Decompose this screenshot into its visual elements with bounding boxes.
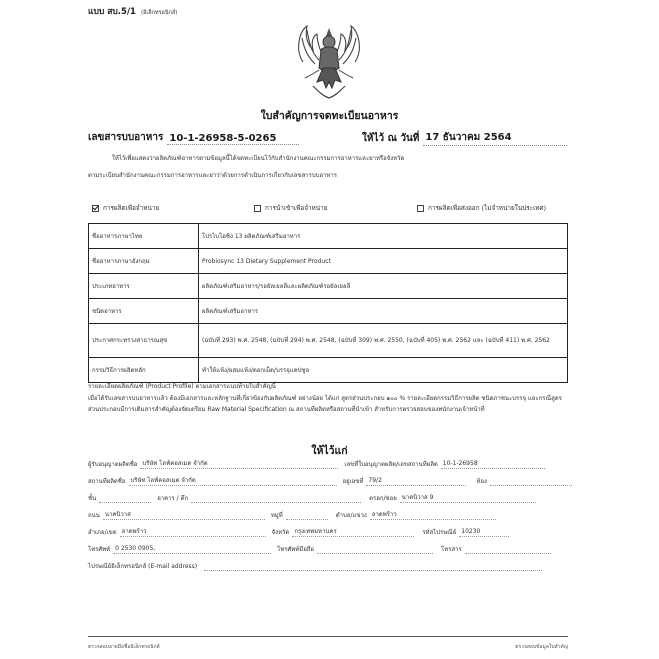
room-value [490,476,572,486]
district-value: ลาดพร้าว [120,527,266,537]
row-key: กรรมวิธีการผลิตหลัก [89,358,199,383]
phone-value: 0 2530 0905, [113,544,271,554]
moo-value [286,510,328,520]
email-value [204,561,542,571]
row-key: ประกาศกระทรวงสาธารณสุข [89,324,199,358]
intro-line: ให้ไว้เพื่อแสดงว่าผลิตภัณฑ์อาหารตามข้อมูลนี้ได้จดทะเบียนไว้กับสำนักงานคณะกรรมการอาหารและยาหรือจังหวัด [112,155,405,162]
registration-number: 10-1-26958-5-0265 [167,133,299,145]
document-title: ใบสำคัญการจดทะเบียนอาหาร [260,110,399,122]
footer-divider [88,636,568,637]
row-key: ประเภทอาหาร [89,274,199,299]
registration-number-label: เลขสารบบอาหาร [88,132,164,143]
row-key: ชื่ออาหารภาษาไทย [89,224,199,249]
purpose-label: การผลิตเพื่อจำหน่าย [103,204,160,212]
requirement-note: เมื่อได้รับเลขสารบบอาหารแล้ว ต้องมีเอกสารและหลักฐานที่เกี่ยวข้องกับผลิตภัณฑ์ อย่างน้อย ได้แก่ สูตรส่วนประกอบ ๑๐๐ % รายละเอียดกรรมวิธีการผลิต ชนิดภาชนะบรรจุ และกรณีสูตรส่วนประกอบมีการเติมสารสำคัญต้องจัดเตรียม Raw Material Specification ณ สถานที่ผลิตหรือสถานที่นำเข้า สำหรับการตรวจสอบของพนักงานเจ้าหน้าที่ [88,394,562,413]
floor-value [99,493,151,503]
house-no-value: 79/2 [366,476,466,486]
issued-date: 17 ธันวาคม 2564 [423,130,567,146]
product-profile-note: รายละเอียดผลิตภัณฑ์ (Product Profile) ตามเอกสารแนบท้ายใบสำคัญนี้ [88,383,276,390]
road-label: ถนน [88,512,100,519]
checkbox-unchecked-icon[interactable] [417,205,424,212]
form-code-label: แบบ สบ.5/1 [88,7,136,17]
soi-label: ตรอก/ซอย [369,495,397,502]
house-no-label: อยู่เลขที่ [342,478,364,485]
postcode-label: รหัสไปรษณีย์ [422,529,457,536]
email-label: ไปรษณีย์อิเล็กทรอนิกส์ (E-mail address) [88,563,198,570]
phone-label: โทรศัพท์ [88,546,111,553]
postcode-value: 10230 [459,527,509,537]
checkbox-checked-icon[interactable] [92,205,99,212]
intro-paragraph [88,150,568,184]
form-code-note: (อิเล็กทรอนิกส์) [140,10,178,16]
road-row [88,510,496,520]
email-row [88,561,542,571]
product-info-table [88,223,568,383]
building-value [191,493,361,503]
phone-row [88,544,551,554]
mobile-value [317,544,433,554]
verify-certificate-link[interactable]: ตรวจสอบข้อมูลใบสำคัญ [515,644,568,650]
site-value: บริษัท ไลฟ์คอสเมด จำกัด [129,476,337,486]
row-value: ผลิตภัณฑ์เสริมอาหาร [199,299,568,324]
row-value: (ฉบับที่ 293) พ.ศ. 2548, (ฉบับที่ 294) พ.ศ. 2548, (ฉบับที่ 309) พ.ศ. 2550, (ฉบับที่ 405) พ.ศ. 2562 และ (ฉบับที่ 411) พ.ศ. 2562 [199,324,568,358]
moo-label: หมู่ที่ [270,512,283,519]
issued-date-line [362,130,567,146]
licensee-label: ผู้รับอนุญาตผลิตชื่อ [88,461,138,468]
given-to-title: ให้ไว้แก่ [311,445,348,457]
soi-value: นาคนิวาส 9 [400,493,536,503]
subdistrict-label: ตำบล/แขวง [335,512,367,519]
district-label: อำเภอ/เขต [88,529,117,536]
verify-signature-link[interactable]: ตรวจสอบลายมือชื่ออิเล็กทรอนิกส์ [88,644,160,650]
site-row [88,476,572,486]
issued-date-label: ให้ไว้ ณ วันที่ [362,133,420,144]
purpose-label: การนำเข้าเพื่อจำหน่าย [265,204,328,212]
form-code [88,4,177,18]
purpose-label: การผลิตเพื่อส่งออก (ไม่จำหน่ายในประเทศ) [428,204,547,212]
table-row [89,249,568,274]
row-key: ชนิดอาหาร [89,299,199,324]
notes-section [88,381,568,416]
floor-label: ชั้น [88,495,97,502]
fax-value [465,544,551,554]
province-value: กรุงเทพมหานคร [292,527,414,537]
district-row [88,527,509,537]
mobile-label: โทรศัพท์มือถือ [277,546,315,553]
intro-line: ตามระเบียบสำนักงานคณะกรรมการอาหารและยาว่าด้วยการดำเนินการเกี่ยวกับเลขสารบบอาหาร [88,172,337,179]
purpose-option-import[interactable] [254,203,327,213]
table-row [89,358,568,383]
row-value: โปรไบโอซิง 13 ผลิตภัณฑ์เสริมอาหาร [199,224,568,249]
road-value: นาคนิวาส [103,510,265,520]
row-key: ชื่ออาหารภาษาอังกฤษ [89,249,199,274]
licensee-row [88,459,545,469]
table-row [89,299,568,324]
province-label: จังหวัด [271,529,290,536]
site-label: สถานที่ผลิตชื่อ [88,478,126,485]
subdistrict-value: ลาดพร้าว [370,510,496,520]
garuda-emblem-icon [293,22,365,100]
table-row [89,274,568,299]
fax-label: โทรสาร [441,546,462,553]
checkbox-unchecked-icon[interactable] [254,205,261,212]
row-value: Probiosync 13 Dietary Supplement Product [199,249,568,274]
purpose-option-export[interactable] [417,203,546,213]
room-label: ห้อง [476,478,487,485]
row-value: ทำให้แห้ง/ผสมแห้ง/ตอกเม็ด/บรรจุแคปซูล [199,358,568,383]
building-label: อาคาร / ตึก [157,495,189,502]
table-row [89,324,568,358]
license-no-value: 10-1-26958 [441,459,545,469]
licensee-value: บริษัท ไลฟ์คอสเมด จำกัด [140,459,338,469]
registration-number-line [88,130,299,145]
floor-row [88,493,536,503]
table-row [89,224,568,249]
purpose-option-manufacture[interactable] [92,203,159,213]
row-value: ผลิตภัณฑ์เสริมอาหาร/รอยัลเยลลีและผลิตภัณฑ์รอยัลเยลลี [199,274,568,299]
license-no-label: เลขที่ใบอนุญาตผลิต/เลขสถานที่ผลิต [344,461,438,468]
